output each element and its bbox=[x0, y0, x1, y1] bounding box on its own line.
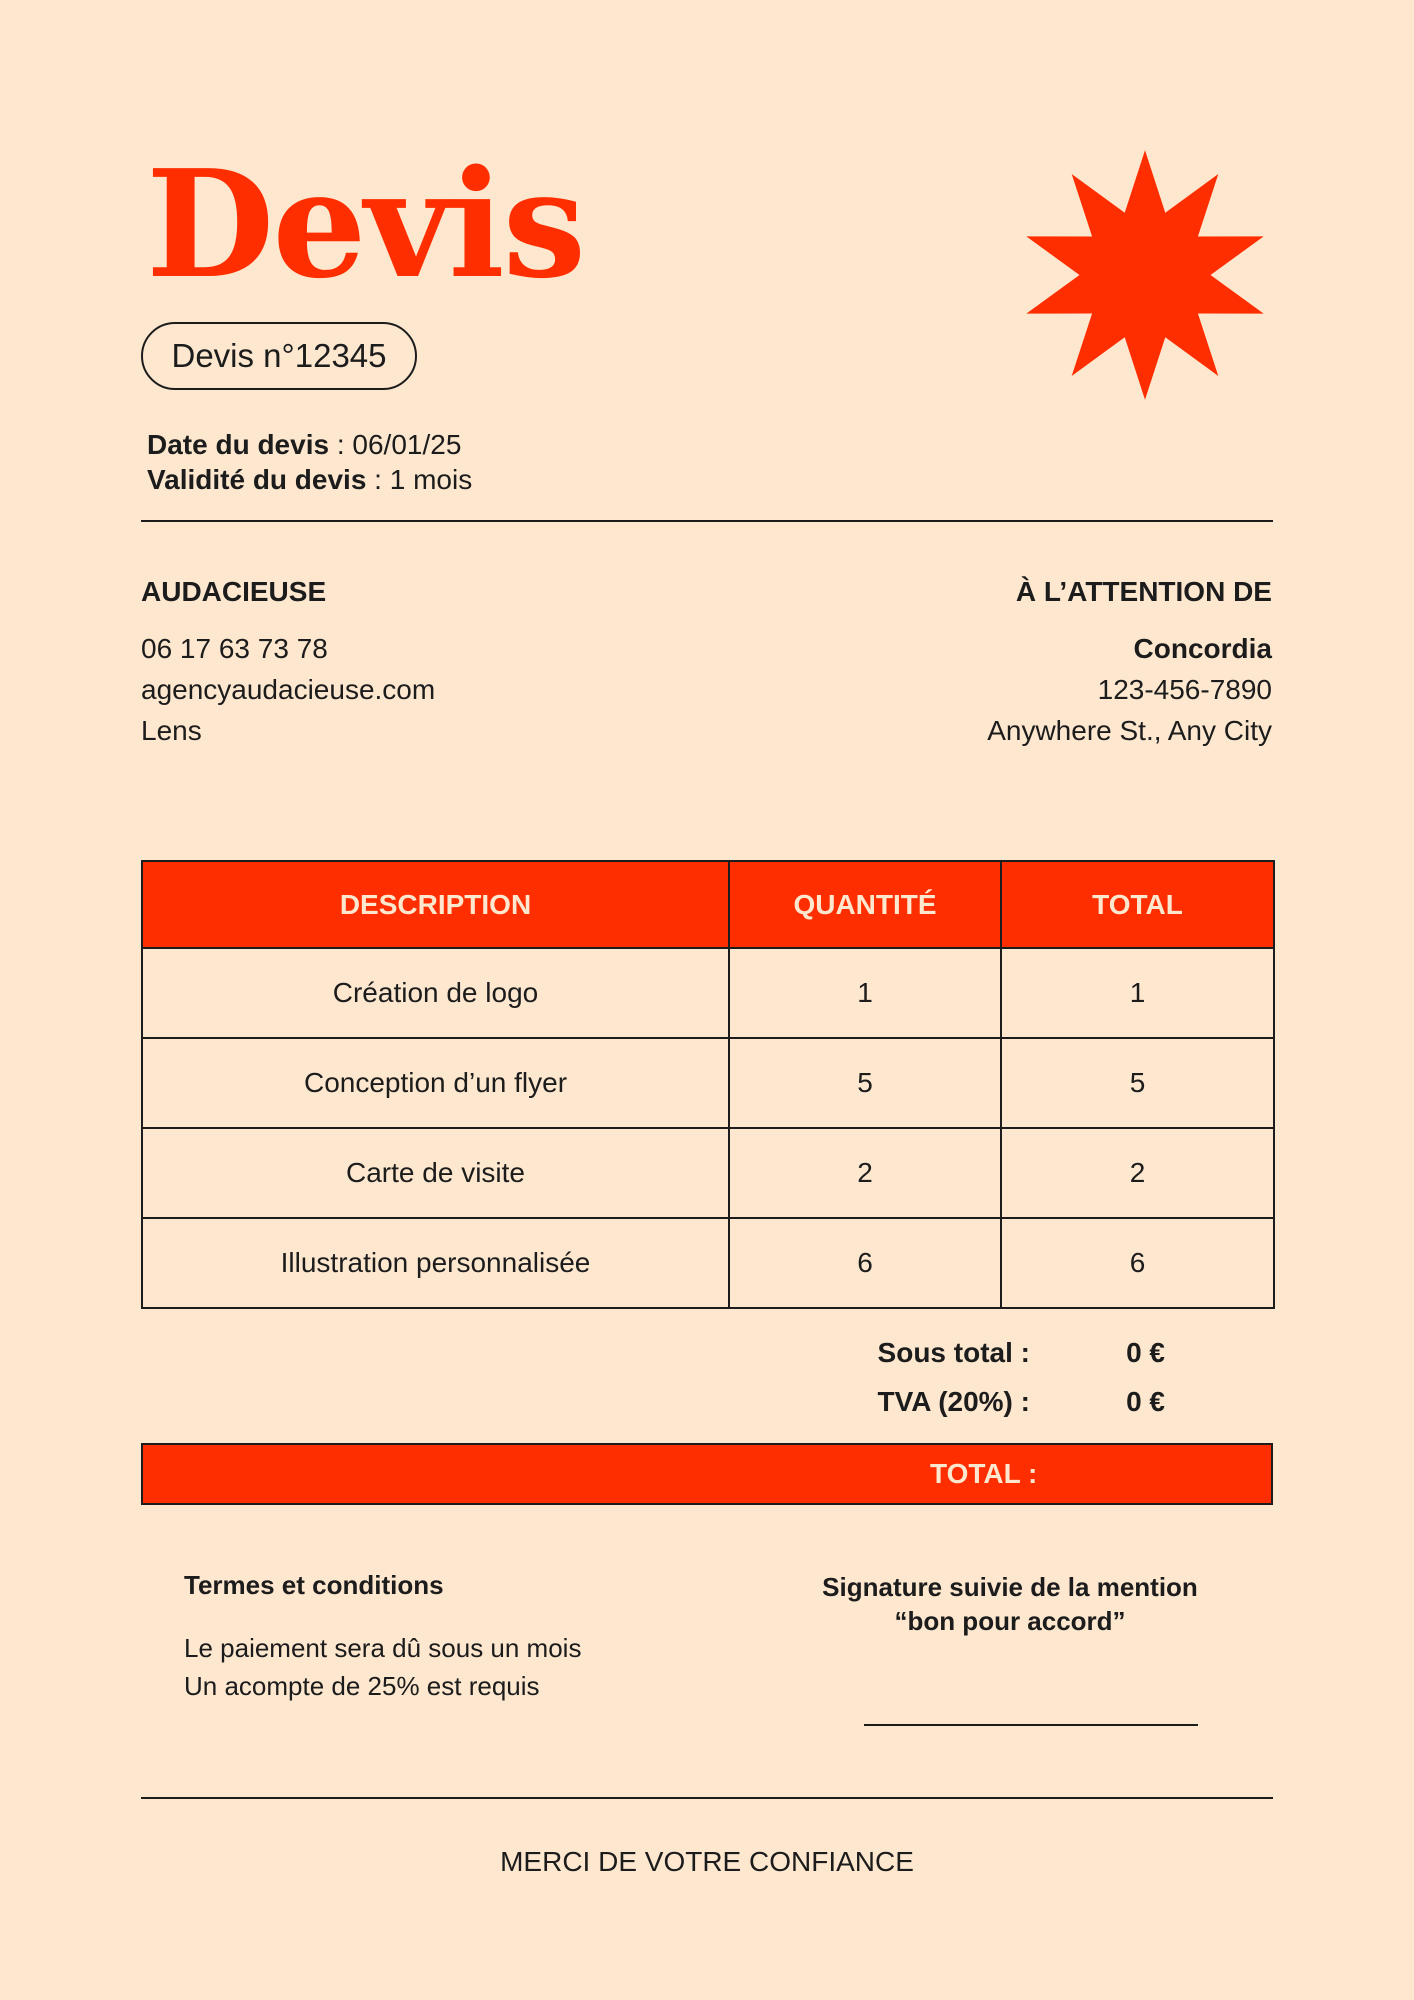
signature-caption: Signature suivie de la mention bbox=[822, 1572, 1198, 1602]
item-total: 5 bbox=[1001, 1038, 1274, 1128]
recipient-block bbox=[987, 576, 1272, 751]
table-row bbox=[142, 1038, 1274, 1128]
vat-row bbox=[820, 1386, 1165, 1418]
vat-label: TVA (20%) : bbox=[877, 1386, 1030, 1417]
sender-website: agencyaudacieuse.com bbox=[141, 674, 436, 705]
total-bar bbox=[141, 1443, 1273, 1505]
recipient-name: Concordia bbox=[1133, 633, 1272, 664]
vat-value: 0 € bbox=[1126, 1386, 1165, 1417]
star-burst-icon bbox=[1015, 140, 1275, 410]
item-quantity: 2 bbox=[729, 1128, 1001, 1218]
quote-date-label: Date du devis bbox=[147, 429, 330, 460]
quote-number-badge: Devis n°12345 bbox=[141, 322, 417, 390]
sender-phone: 06 17 63 73 78 bbox=[141, 633, 328, 664]
signature-block bbox=[770, 1570, 1250, 1638]
quote-meta bbox=[147, 427, 472, 497]
quote-validity bbox=[147, 462, 472, 497]
quote-date bbox=[147, 427, 472, 462]
column-header-description: DESCRIPTION bbox=[142, 861, 729, 948]
subtotal-value: 0 € bbox=[1126, 1337, 1165, 1368]
recipient-address: Anywhere St., Any City bbox=[987, 715, 1272, 746]
item-total: 6 bbox=[1001, 1218, 1274, 1308]
table-header-row bbox=[142, 861, 1274, 948]
recipient-label: À L’ATTENTION DE bbox=[1015, 576, 1272, 607]
item-total: 2 bbox=[1001, 1128, 1274, 1218]
item-quantity: 1 bbox=[729, 948, 1001, 1038]
item-description: Création de logo bbox=[142, 948, 729, 1038]
divider-top bbox=[141, 520, 1273, 522]
signature-mention: “bon pour accord” bbox=[894, 1606, 1126, 1636]
signature-line bbox=[864, 1724, 1198, 1726]
item-total: 1 bbox=[1001, 948, 1274, 1038]
subtotal-label: Sous total : bbox=[877, 1337, 1030, 1368]
column-header-quantity: QUANTITÉ bbox=[729, 861, 1001, 948]
footer-message: MERCI DE VOTRE CONFIANCE bbox=[500, 1846, 914, 1877]
sender-block bbox=[141, 576, 435, 751]
total-label: TOTAL : bbox=[930, 1458, 1038, 1489]
item-description: Conception d’un flyer bbox=[142, 1038, 729, 1128]
item-quantity: 5 bbox=[729, 1038, 1001, 1128]
terms-block bbox=[184, 1570, 581, 1705]
recipient-phone: 123-456-7890 bbox=[1097, 674, 1272, 705]
column-header-total: TOTAL bbox=[1001, 861, 1274, 948]
divider-bottom bbox=[141, 1797, 1273, 1799]
quote-validity-label: Validité du devis bbox=[147, 464, 367, 495]
terms-line: Un acompte de 25% est requis bbox=[184, 1671, 540, 1701]
subtotal-row bbox=[820, 1337, 1165, 1369]
sender-name: AUDACIEUSE bbox=[141, 576, 327, 607]
terms-line: Le paiement sera dû sous un mois bbox=[184, 1633, 582, 1663]
quote-date-value: : 06/01/25 bbox=[329, 429, 462, 460]
sender-city: Lens bbox=[141, 715, 202, 746]
item-quantity: 6 bbox=[729, 1218, 1001, 1308]
terms-heading: Termes et conditions bbox=[184, 1570, 444, 1600]
table-row bbox=[142, 1128, 1274, 1218]
item-description: Carte de visite bbox=[142, 1128, 729, 1218]
quote-validity-value: : 1 mois bbox=[366, 464, 473, 495]
table-row bbox=[142, 1218, 1274, 1308]
items-table bbox=[141, 860, 1275, 1309]
item-description: Illustration personnalisée bbox=[142, 1218, 729, 1308]
document-title: Devis bbox=[146, 137, 585, 311]
table-row bbox=[142, 948, 1274, 1038]
